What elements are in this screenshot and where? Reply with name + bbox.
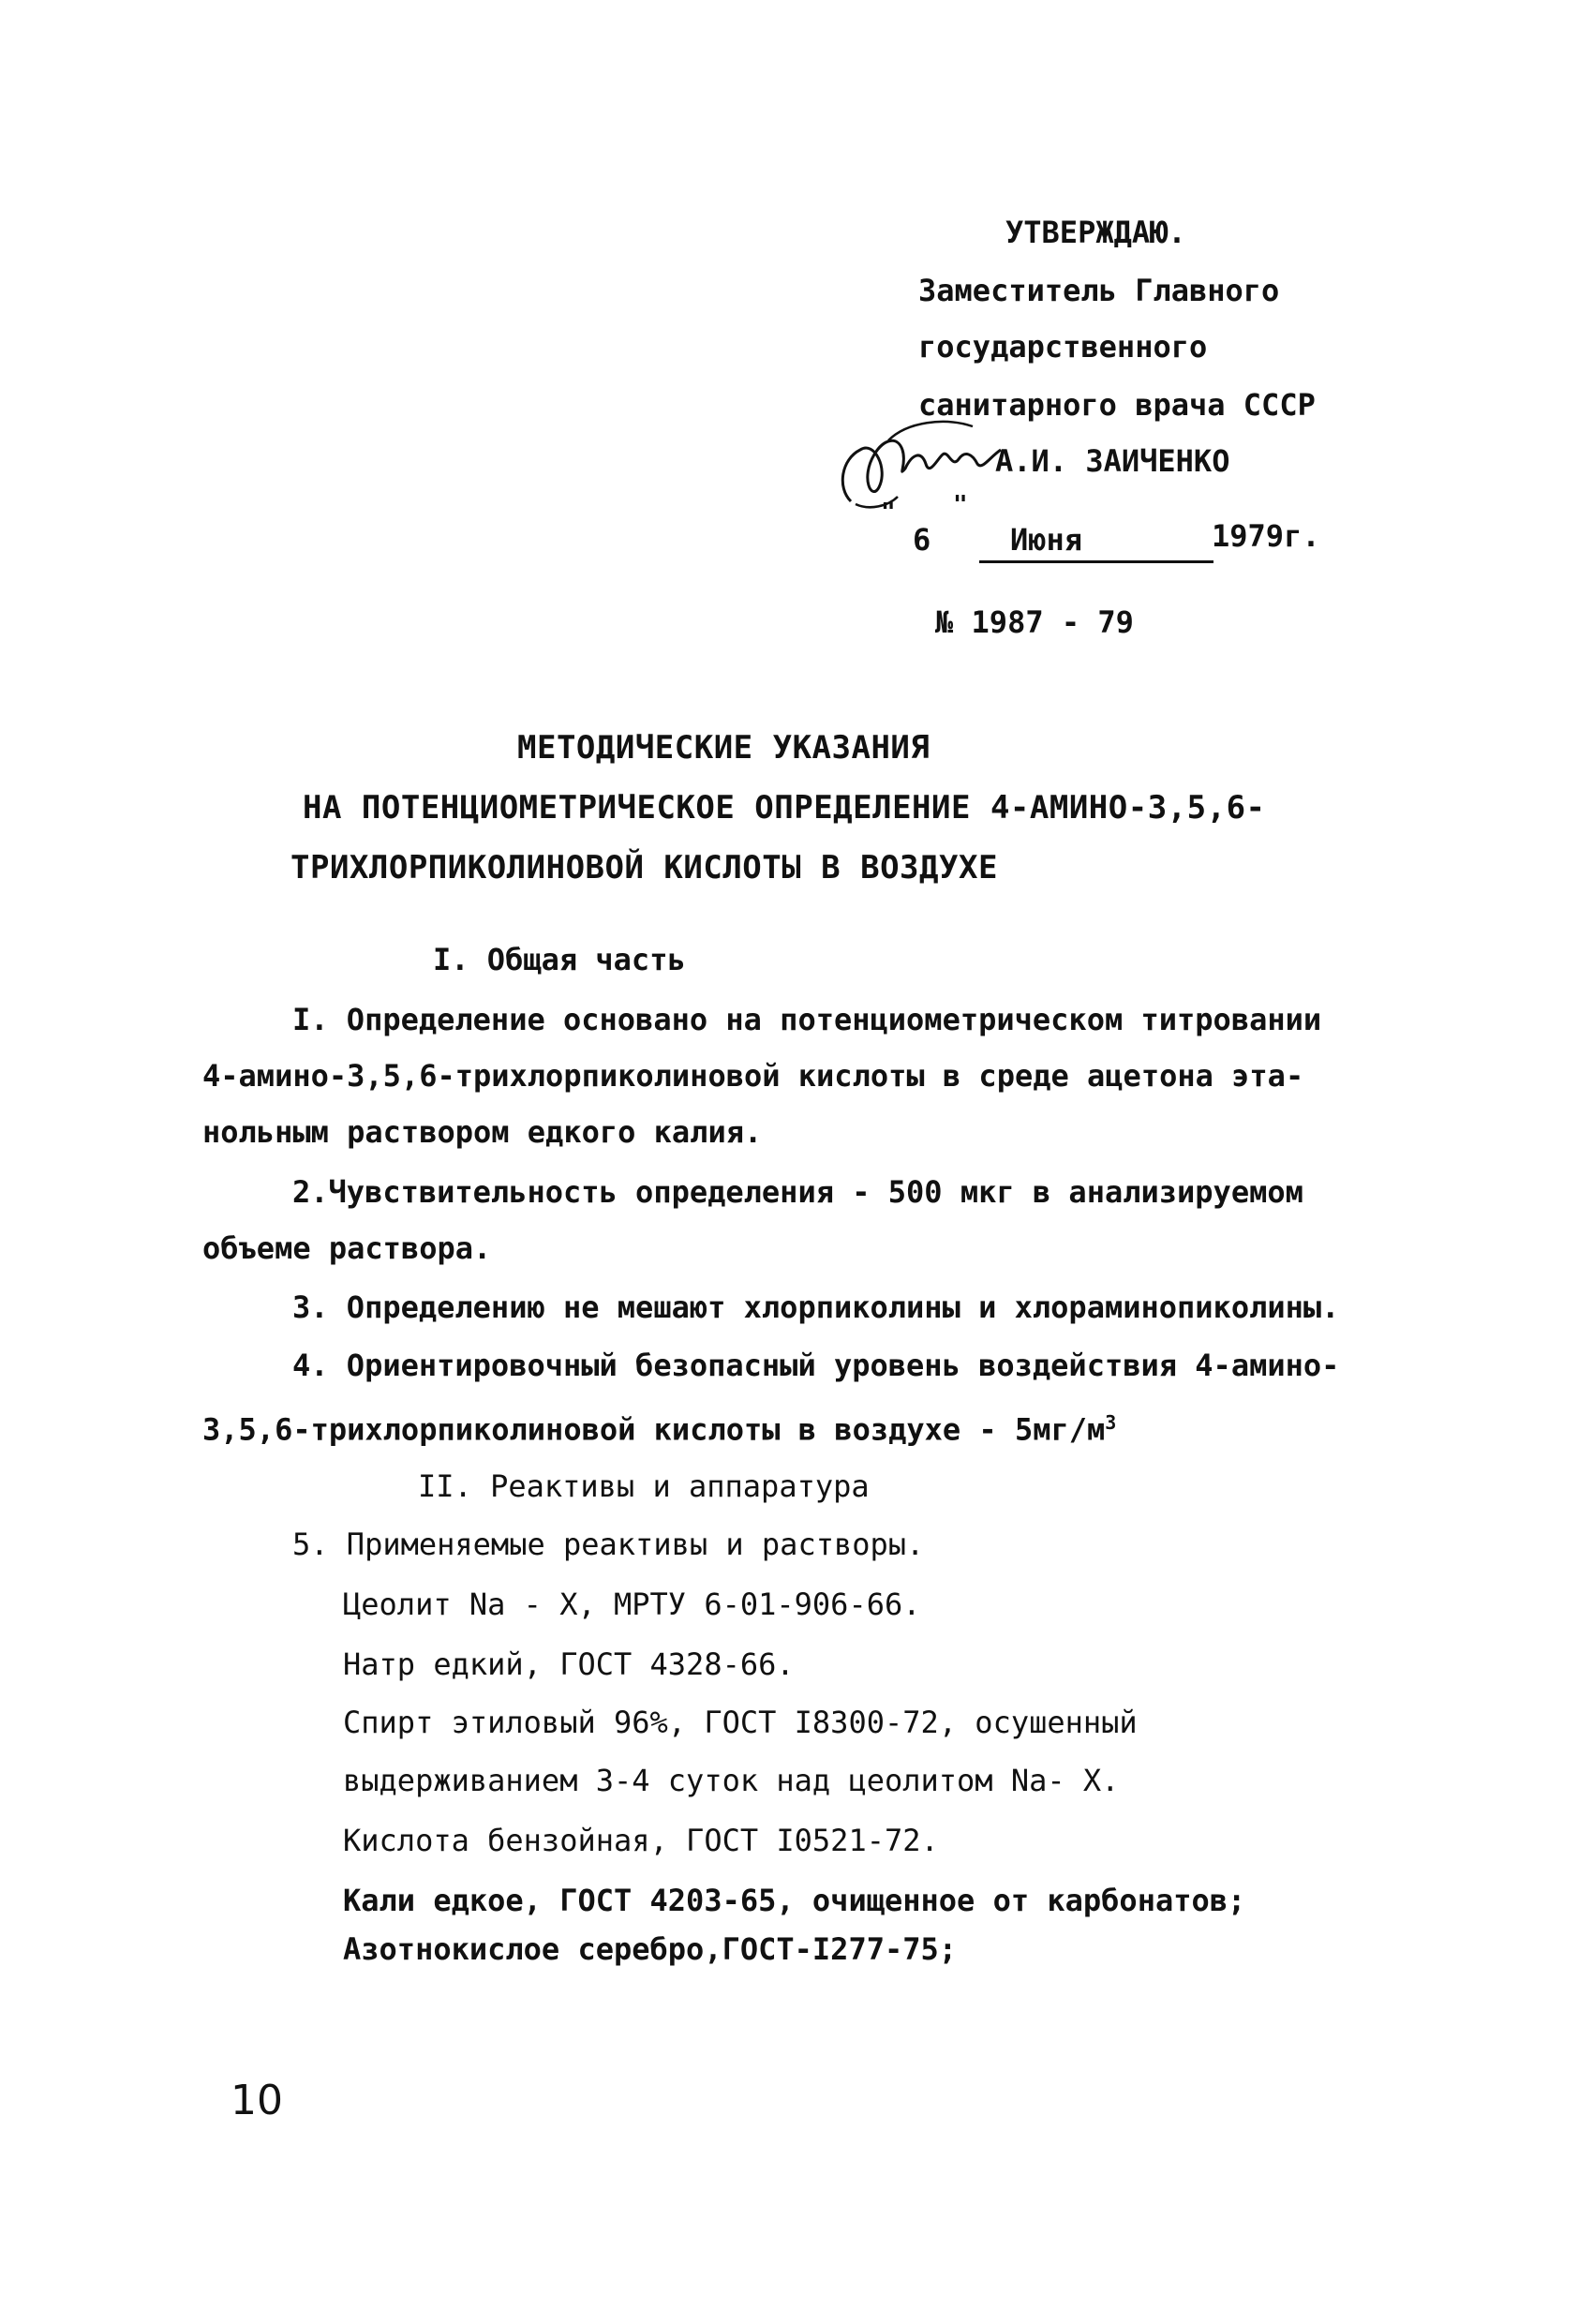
section2-item5: 5. Применяемые реактивы и растворы.: [292, 1527, 925, 1562]
superscript-3: 3: [1105, 1411, 1117, 1434]
section1-p4-line1: 4. Ориентировочный безопасный уровень воздействия 4-амино-: [292, 1348, 1340, 1383]
reagent-potassium-hydroxide: Кали едкое, ГОСТ 4203-65, очищенное от карбонатов;: [343, 1883, 1246, 1918]
approval-position-line1: Заместитель Главного: [918, 273, 1280, 308]
reagent-zeolite: Цеолит Na - X, МРТУ 6-01-906-66.: [343, 1587, 921, 1622]
page-number: 10: [231, 2077, 283, 2124]
section2-heading: II. Реактивы и аппаратура: [418, 1468, 870, 1504]
title-line1: МЕТОДИЧЕСКИЕ УКАЗАНИЯ: [517, 729, 930, 767]
approval-heading: УТВЕРЖДАЮ.: [1005, 215, 1186, 250]
section1-p2-line2: объеме раствора.: [202, 1230, 492, 1266]
section1-p1-line1: I. Определение основано на потенциометрическом титровании: [292, 1002, 1322, 1037]
section1-p4-line2-text: 3,5,6-трихлорпиколиновой кислоты в воздухе - 5мг/м: [202, 1411, 1106, 1448]
document-number: № 1987 - 79: [935, 604, 1134, 640]
title-line2: НА ПОТЕНЦИОМЕТРИЧЕСКОЕ ОПРЕДЕЛЕНИЕ 4-АМИНО-3,5,6-: [303, 789, 1266, 827]
approval-position-line2: государственного: [918, 329, 1208, 365]
section1-p3: 3. Определению не мешают хлорпиколины и хлораминопиколины.: [292, 1289, 1340, 1325]
date-underline: [979, 560, 1213, 563]
section1-p2-line1: 2.Чувствительность определения - 500 мкг в анализируемом: [292, 1174, 1303, 1210]
approval-signer: А.И. ЗАИЧЕНКО: [995, 443, 1230, 479]
reagent-ethanol-note: выдерживанием 3-4 суток над цеолитом Na- X.: [343, 1763, 1120, 1798]
reagent-benzoic-acid: Кислота бензойная, ГОСТ I0521-72.: [343, 1823, 939, 1858]
reagent-sodium-hydroxide: Натр едкий, ГОСТ 4328-66.: [343, 1646, 795, 1682]
title-line3: ТРИХЛОРПИКОЛИНОВОЙ КИСЛОТЫ В ВОЗДУХЕ: [290, 849, 998, 886]
section1-heading: I. Общая часть: [433, 942, 686, 977]
approval-date-day: 6: [913, 522, 931, 558]
approval-date-month: Июня: [1010, 522, 1083, 558]
reagent-ethanol: Спирт этиловый 96%, ГОСТ I8300-72, осушенный: [343, 1705, 1138, 1740]
approval-date-year: 1979г.: [1212, 518, 1320, 554]
approval-position-line3: санитарного врача СССР: [918, 387, 1316, 423]
reagent-silver-nitrate: Азотнокислое серебро,ГОСТ-I277-75;: [343, 1931, 958, 1967]
date-quote-close: ": [953, 491, 968, 519]
section1-p1-line2: 4-амино-3,5,6-трихлорпиколиновой кислоты в среде ацетона эта-: [202, 1058, 1304, 1094]
section1-p4-line2: [202, 1404, 1116, 1449]
signature-scribble: [832, 412, 1020, 519]
section1-p1-line3: нольным раствором едкого калия.: [202, 1114, 763, 1150]
date-quote-open: ": [881, 499, 896, 527]
